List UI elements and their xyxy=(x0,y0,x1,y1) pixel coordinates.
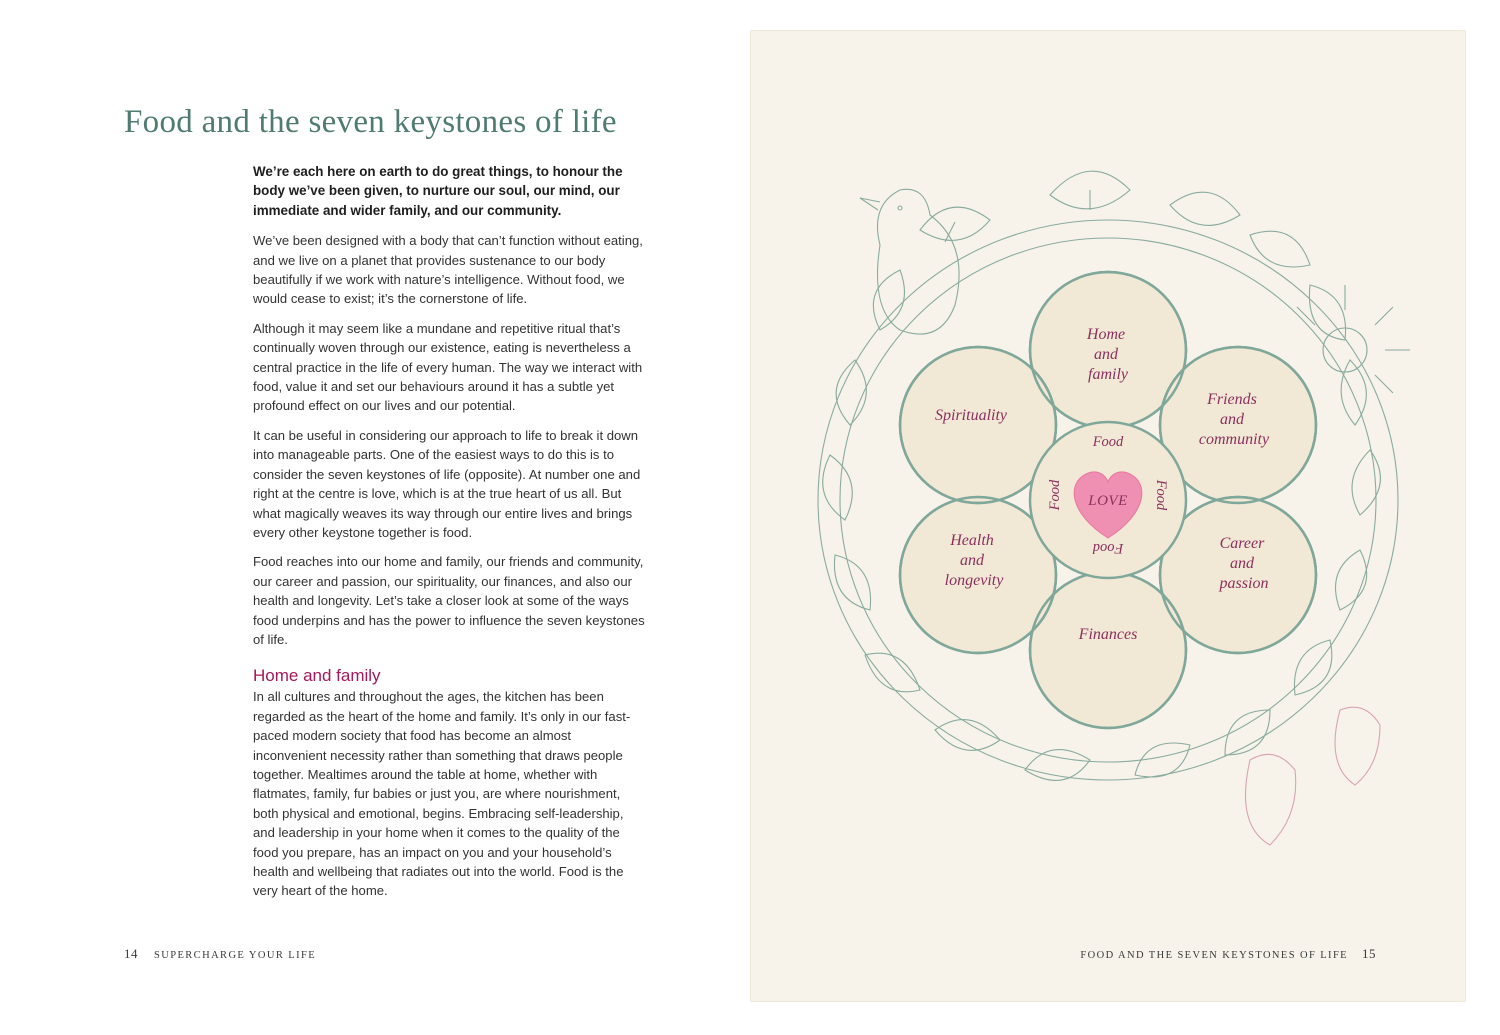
food-label-bottom: Food xyxy=(1092,540,1124,556)
lead-paragraph: We’re each here on earth to do great things, to honour the body we’ve been given, to nurture our soul, our mind, our immediate and wider family, and our community. xyxy=(253,164,623,218)
keystones-diagram xyxy=(750,30,1466,1002)
paragraph: It can be useful in considering our approach to life to break it down into manageable parts. One of the easiest ways to do this is to consider the seven keystones of life (opposite). At number one and right at the centre is love, which is at the true heart of us all. But what magically weaves its way through our entire lives and brings every other keystone together is food. xyxy=(253,427,641,540)
petal-label-home-and-family: Home and family xyxy=(1086,326,1128,383)
page-number: 14 xyxy=(124,946,138,961)
paragraph: Although it may seem like a mundane and repetitive ritual that’s continually woven through our existence, eating is nevertheless a central practice in the life of every human. The way we interact with food, value it and set our behaviours around it has a subtle yet profound effect on our lives and our potential. xyxy=(253,320,643,414)
food-label-right: Food xyxy=(1153,479,1169,511)
running-head: FOOD AND THE SEVEN KEYSTONES OF LIFE xyxy=(1080,950,1348,961)
center-love-label: LOVE xyxy=(1088,493,1128,509)
footer-right xyxy=(1080,946,1376,962)
petal-label-finances: Finances xyxy=(1078,626,1138,643)
paragraph: Food reaches into our home and family, our friends and community, our career and passion, our spirituality, our finances, and also our health and longevity. Let’s take a closer look at some of the ways food underpins and has the power to influence the seven keystones of life. xyxy=(253,554,645,647)
illustration-panel xyxy=(750,30,1466,1002)
footer-left xyxy=(124,946,316,962)
body-text xyxy=(253,162,645,911)
paragraph: In all cultures and throughout the ages, the kitchen has been regarded as the heart of the home and family. It’s only in our fast-paced modern society that food has become an almost inconvenient necessity rather than something that draws people together. Mealtimes around the table at home, whether with flatmates, family, fur babies or just you, are where nourishment, both physical and emotional, begins. Embracing self-leadership, and leadership in your home when it comes to the quality of the food you prepare, has an impact on you and your household’s health and wellbeing that radiates out into the world. Food is the very heart of the home. xyxy=(253,689,631,899)
subheading-home-and-family: Home and family xyxy=(253,666,381,686)
petal-label-spirituality: Spirituality xyxy=(935,407,1007,424)
paragraph: We’ve been designed with a body that can’t function without eating, and we live on a planet that provides sustenance to our body beautifully if we work with nature’s intelligence. Without food, we would cease to exist; it’s the cornerstone of life. xyxy=(253,233,643,307)
petal-label-health-and-longevity: Health and longevity xyxy=(944,532,1004,589)
food-label-top: Food xyxy=(1092,434,1124,450)
page-number: 15 xyxy=(1362,946,1376,961)
petal-label-friends-and-community: Friends and community xyxy=(1198,391,1270,448)
running-head: SUPERCHARGE YOUR LIFE xyxy=(154,950,317,961)
petal-label-career-and-passion: Career and passion xyxy=(1219,535,1269,592)
page-title: Food and the seven keystones of life xyxy=(124,104,617,140)
food-label-left: Food xyxy=(1047,479,1063,511)
